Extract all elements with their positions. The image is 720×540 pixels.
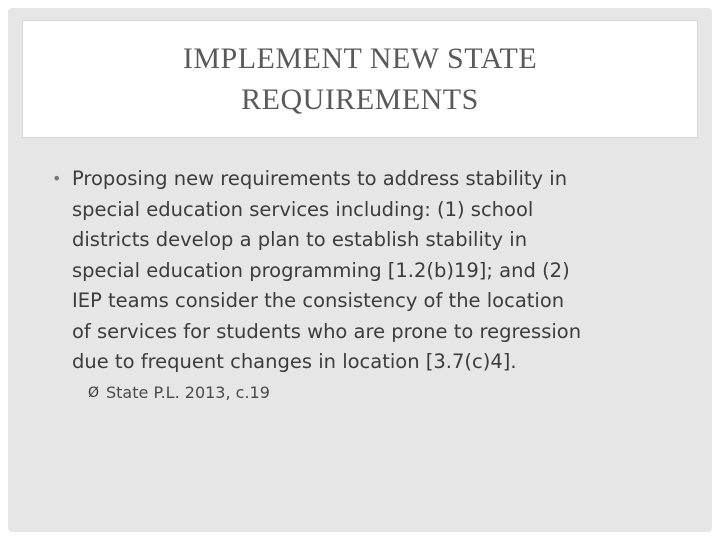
slide-title <box>183 38 537 120</box>
bullet-icon: • <box>52 169 62 188</box>
sub-bullet-text: State P.L. 2013, c.19 <box>106 382 270 402</box>
slide-content <box>8 164 712 405</box>
arrow-bullet-icon: Ø <box>88 384 100 401</box>
sub-bullet-item <box>8 381 712 405</box>
bullet-line: special education programming [1.2(b)19]; and (2) <box>72 258 570 282</box>
bullet-line: Proposing new requirements to address stability in <box>72 167 568 190</box>
title-line: REQUIREMENTS <box>241 83 479 116</box>
bullet-item <box>8 164 712 378</box>
slide <box>8 8 712 532</box>
bullet-line: special education services including: (1) school <box>72 197 534 221</box>
title-box <box>22 20 698 138</box>
bullet-line: of services for students who are prone to regression <box>72 319 582 343</box>
bullet-line: IEP teams consider the consistency of the location <box>72 289 565 312</box>
bullet-line: districts develop a plan to establish stability in <box>72 228 528 251</box>
bullet-line: due to frequent changes in location [3.7(c)4]. <box>72 350 517 373</box>
title-line: IMPLEMENT NEW STATE <box>182 42 538 75</box>
